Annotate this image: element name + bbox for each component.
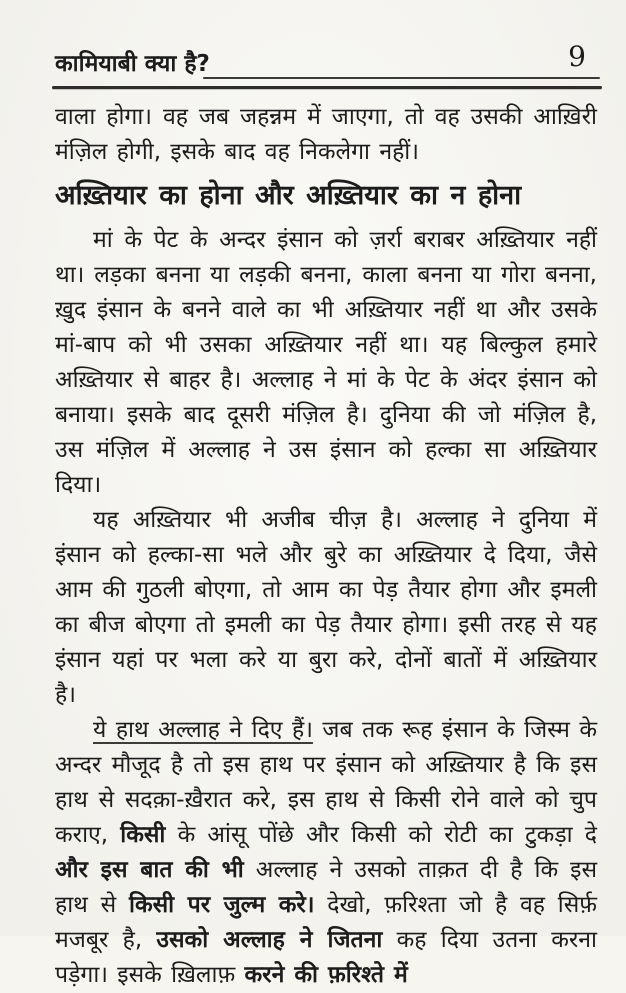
header-rule-full (52, 86, 602, 89)
running-head (55, 40, 600, 84)
text-segment: करने की फ़रिश्ते में (244, 962, 408, 988)
text-segment: जब तक रूह इंसान के जिस्म के अन्दर मौजूद है तो इस हाथ पर इंसान को अख़्तियार है कि इस हाथ से सदक़ा-ख़ैरात करे, इस हाथ से किसी रोने वाले को चुप कराए, (55, 717, 597, 848)
running-head-title: कामियाबी क्या है? (55, 51, 210, 77)
text-segment: उसको अल्लाह ने जितना (156, 927, 383, 953)
text-segment: के आंसू पोंछे और किसी को रोटी का टुकड़ा दे (165, 822, 598, 848)
text-segment: किसी (120, 822, 166, 848)
text-segment: यह अख़्तियार भी अजीब चीज़ है। अल्लाह ने दुनिया में इंसान को हल्का-सा भले और बुरे का अख़्तियार दे दिया, जैसे आम की गुठली बोएगा, तो आम का पेड़ तैयार होगा और इमली का बीज बोएगा तो इमली का पेड़ तैयार होगा। इसी तरह से यह इंसान यहां पर भला करे या बुरा करे, दोनों बातों में अख़्तियार है। (55, 507, 597, 708)
text-segment: देखो, फ़रिश्ता जो है वह सिर्फ़ मजबूर है, (55, 892, 597, 953)
text-segment: वाला होगा। वह जब जहन्नम में जाएगा, तो वह उसकी आख़िरी मंज़िल होगी, इसके बाद वह निकलेगा नहीं। (55, 104, 597, 165)
section-heading (55, 179, 597, 213)
text-segment: और इस बात की भी (55, 857, 244, 883)
page-content (55, 100, 597, 993)
body-paragraph (55, 503, 597, 713)
text-segment: कह दिया उतना करना पड़ेगा। इसके ख़िलाफ़ (55, 927, 597, 988)
header-rule-partial (203, 77, 600, 79)
text-segment: अल्लाह ने उसको ताक़त दी है कि इस हाथ से (55, 857, 597, 918)
text-segment: ये हाथ अल्लाह ने दिए हैं। (93, 717, 313, 743)
page-number: 9 (568, 40, 586, 73)
text-segment: अख़्तियार का होना और अख़्तियार का न होना (55, 180, 522, 211)
body-paragraph (55, 100, 597, 170)
text-segment: मां के पेट के अन्दर इंसान को ज़र्रा बराबर अख़्तियार नहीं था। लड़का बनना या लड़की बनना, काला बनना या गोरा बनना, ख़ुद इंसान के बनने वाले का भी अख़्तियार नहीं था और उसके मां-बाप को भी उसका अख़्तियार नहीं था। यह बिल्कुल हमारे अख़्तियार से बाहर है। अल्लाह ने मां के पेट के अंदर इंसान को बनाया। इसके बाद दूसरी मंज़िल है। दुनिया की जो मंज़िल है, उस मंज़िल में अल्लाह ने उस इंसान को हल्का सा अख़्तियार दिया। (55, 227, 597, 498)
body-paragraph (55, 223, 597, 503)
text-segment: किसी पर जुल्म करे। (129, 892, 315, 918)
body-paragraph (55, 713, 597, 993)
